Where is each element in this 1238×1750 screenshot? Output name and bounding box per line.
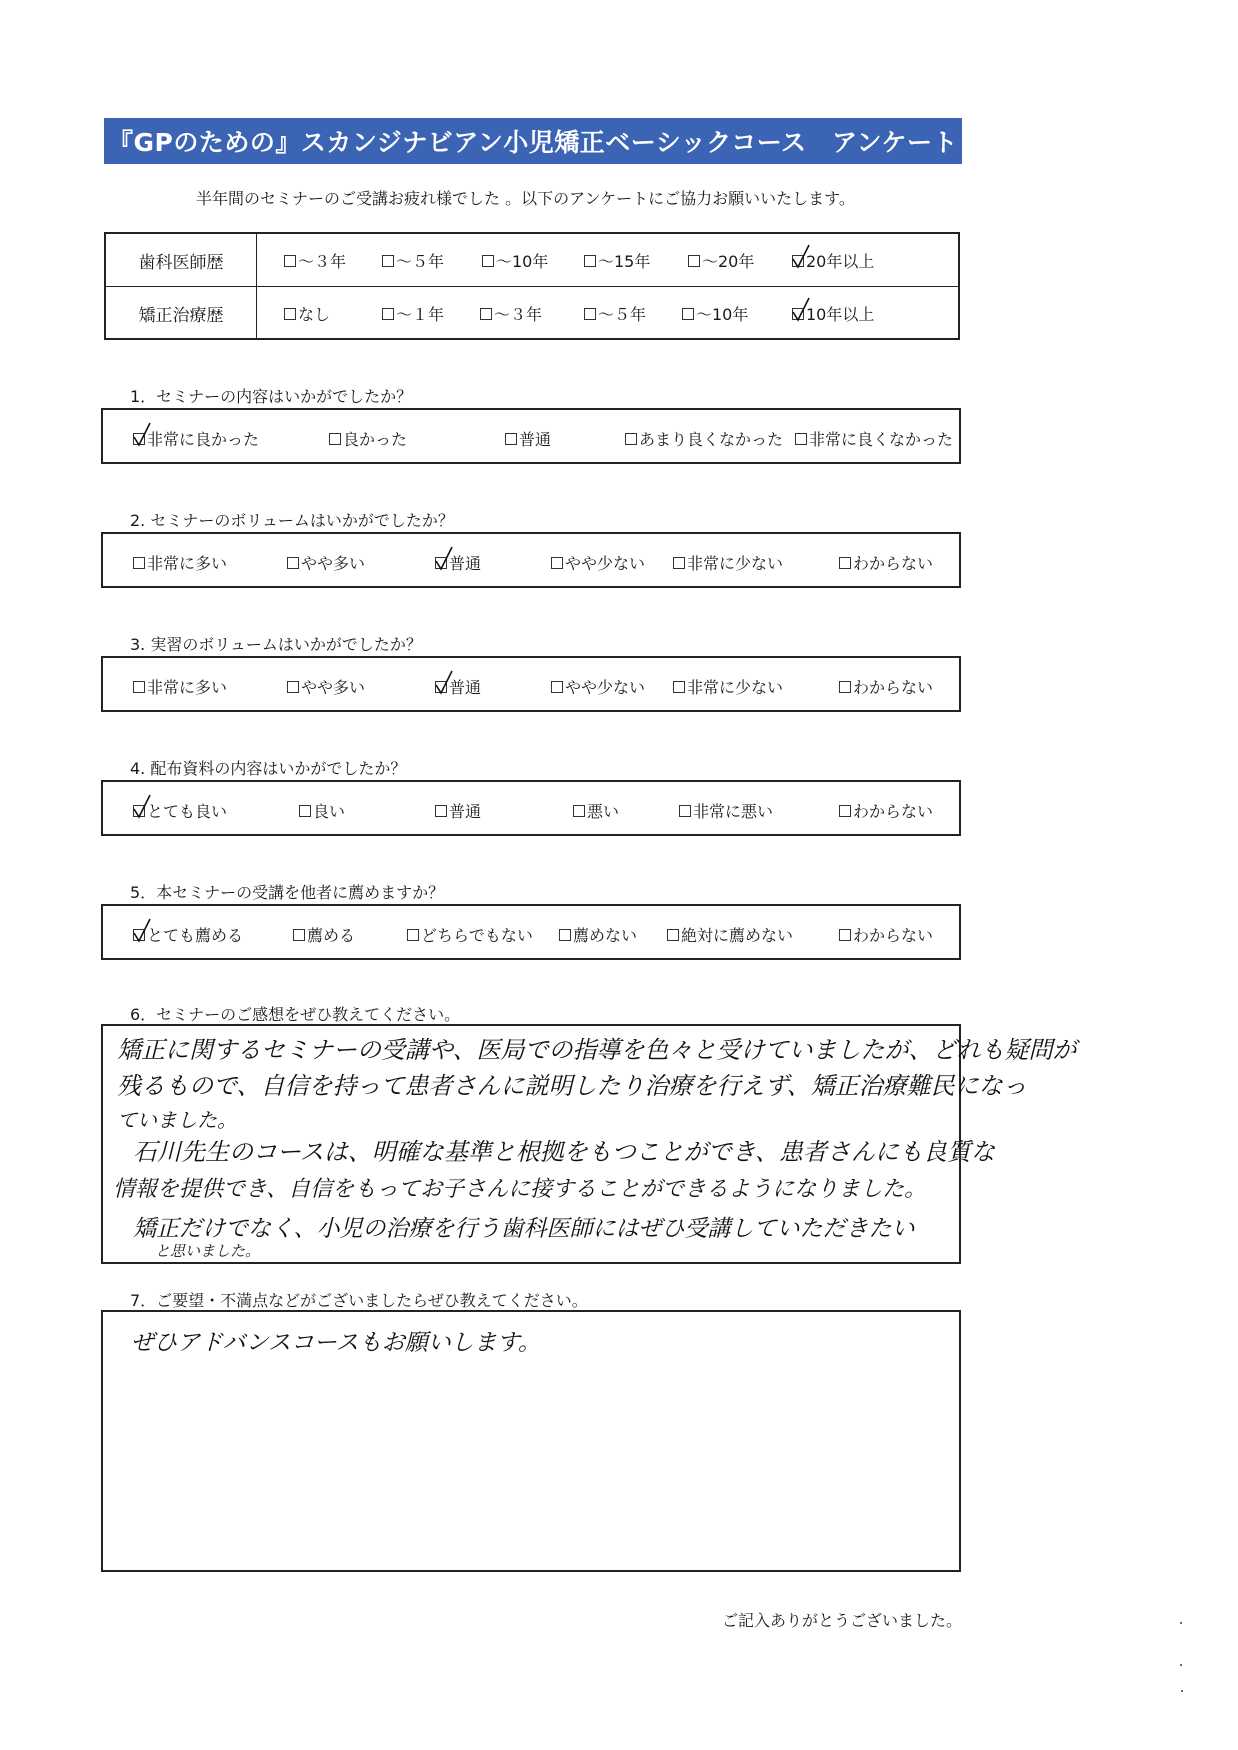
option-2[interactable]	[482, 249, 548, 272]
option-2[interactable]	[505, 427, 551, 450]
checkbox[interactable]	[133, 681, 145, 693]
option-label: とても良い	[147, 802, 228, 821]
question-2-box	[101, 532, 961, 588]
option-label: ～５年	[598, 305, 647, 324]
checkbox[interactable]	[551, 681, 563, 693]
checkbox[interactable]	[382, 255, 394, 267]
checkbox[interactable]	[679, 805, 691, 817]
option-1[interactable]	[329, 427, 407, 450]
option-label: ～10年	[696, 305, 749, 324]
checkbox[interactable]	[667, 929, 679, 941]
question-3-title: 3. 実習のボリュームはいかがでしたか？	[130, 635, 422, 654]
option-label: 非常に良くなかった	[809, 430, 954, 449]
checkbox[interactable]	[839, 681, 851, 693]
option-label: わからない	[853, 802, 934, 821]
checkbox[interactable]	[480, 308, 492, 320]
option-2[interactable]	[407, 923, 533, 946]
handwritten-line: 石川先生のコースは、明確な基準と根拠をもつことができ、患者さんにも良質な	[133, 1138, 995, 1166]
option-3[interactable]	[573, 799, 619, 822]
option-label: やや多い	[301, 554, 366, 573]
experience-table	[104, 232, 960, 340]
option-label: あまり良くなかった	[639, 430, 784, 449]
checkbox[interactable]	[293, 929, 305, 941]
option-4[interactable]	[679, 799, 773, 822]
scan-speck	[1180, 1664, 1182, 1666]
scan-speck	[1180, 1622, 1182, 1624]
option-label: 薦める	[307, 926, 356, 945]
option-label: やや少ない	[565, 678, 646, 697]
checkbox[interactable]	[584, 255, 596, 267]
dentist-experience-row	[106, 234, 958, 287]
checkbox[interactable]	[559, 929, 571, 941]
option-label: ～３年	[494, 305, 543, 324]
question-6-answer-box[interactable]	[101, 1024, 1077, 1264]
checked-checkbox[interactable]	[792, 255, 804, 267]
checkbox[interactable]	[505, 433, 517, 445]
handwritten-line: 情報を提供でき、自信をもってお子さんに接することができるようになりました。	[113, 1177, 927, 1202]
option-0[interactable]	[133, 675, 227, 698]
checkbox[interactable]	[284, 255, 296, 267]
checkbox[interactable]	[673, 557, 685, 569]
option-label: とても薦める	[147, 926, 244, 945]
checkbox[interactable]	[299, 805, 311, 817]
checked-checkbox[interactable]	[435, 681, 447, 693]
option-5[interactable]	[839, 675, 933, 698]
option-3[interactable]	[559, 923, 637, 946]
option-0[interactable]	[133, 551, 227, 574]
option-label: 普通	[519, 430, 552, 449]
option-5[interactable]	[792, 302, 874, 325]
option-label: 非常に少ない	[687, 554, 784, 573]
option-label: 非常に少ない	[687, 678, 784, 697]
checkbox[interactable]	[584, 308, 596, 320]
option-5[interactable]	[792, 249, 874, 272]
checkbox[interactable]	[682, 308, 694, 320]
checkbox[interactable]	[795, 433, 807, 445]
option-label: わからない	[853, 678, 934, 697]
ortho-experience-row	[106, 287, 958, 339]
option-label: 非常に多い	[147, 554, 228, 573]
checked-checkbox[interactable]	[133, 929, 145, 941]
handwritten-line: ぜひアドバンスコースもお願いします。	[131, 1330, 541, 1356]
option-5[interactable]	[839, 923, 933, 946]
checkbox[interactable]	[382, 308, 394, 320]
question-6-title: 6．セミナーのご感想をぜひ教えてください。	[130, 1005, 461, 1024]
dentist-experience-label: 歯科医師歴	[106, 234, 257, 286]
checkbox[interactable]	[551, 557, 563, 569]
checkbox[interactable]	[839, 805, 851, 817]
question-7-title: 7．ご要望・不満点などがございましたらぜひ教えてください。	[130, 1291, 588, 1310]
checkbox[interactable]	[329, 433, 341, 445]
question-2-title: 2. セミナーのボリュームはいかがでしたか？	[130, 511, 454, 530]
option-label: 普通	[449, 678, 482, 697]
option-label: ～10年	[496, 252, 549, 271]
checkbox[interactable]	[573, 805, 585, 817]
thank-you-note: ご記入ありがとうございました。	[722, 1611, 963, 1630]
option-3[interactable]	[584, 302, 646, 325]
option-4[interactable]	[682, 302, 748, 325]
handwritten-line: と思いました。	[155, 1242, 261, 1260]
checkbox[interactable]	[839, 557, 851, 569]
option-0[interactable]	[284, 249, 346, 272]
ortho-experience-label: 矯正治療歴	[106, 287, 257, 339]
option-label: なし	[298, 305, 331, 324]
checkbox[interactable]	[482, 255, 494, 267]
option-label: 悪い	[587, 802, 620, 821]
checkbox[interactable]	[435, 805, 447, 817]
checkbox[interactable]	[688, 255, 700, 267]
question-5-box	[101, 904, 961, 960]
option-label: やや少ない	[565, 554, 646, 573]
option-label: やや多い	[301, 678, 366, 697]
option-label: どちらでもない	[421, 926, 533, 945]
option-label: 良かった	[343, 430, 408, 449]
option-label: ～１年	[396, 305, 445, 324]
option-2[interactable]	[435, 675, 481, 698]
option-4[interactable]	[673, 675, 783, 698]
option-1[interactable]	[287, 675, 365, 698]
checkbox[interactable]	[287, 681, 299, 693]
checkbox[interactable]	[673, 681, 685, 693]
option-1[interactable]	[299, 799, 345, 822]
handwritten-line: ていました。	[117, 1108, 237, 1132]
checkbox[interactable]	[839, 929, 851, 941]
option-2[interactable]	[435, 799, 481, 822]
option-2[interactable]	[435, 551, 481, 574]
option-label: ～３年	[298, 252, 347, 271]
checkbox[interactable]	[133, 557, 145, 569]
option-label: 非常に悪い	[693, 802, 774, 821]
question-4-title: 4. 配布資料の内容はいかがでしたか？	[130, 759, 407, 778]
option-5[interactable]	[839, 551, 933, 574]
question-1-title: 1．セミナーの内容はいかがでしたか？	[130, 387, 413, 406]
option-3[interactable]	[551, 675, 645, 698]
option-4[interactable]	[688, 249, 754, 272]
handwritten-line: 矯正だけでなく、小児の治療を行う歯科医師にはぜひ受講していただきたい	[133, 1216, 915, 1242]
question-5-title: 5．本セミナーの受講を他者に薦めますか？	[130, 883, 445, 902]
option-label: ～５年	[396, 252, 445, 271]
option-4[interactable]	[795, 427, 953, 450]
option-label: 薦めない	[573, 926, 638, 945]
option-4[interactable]	[673, 551, 783, 574]
checked-checkbox[interactable]	[435, 557, 447, 569]
option-1[interactable]	[293, 923, 355, 946]
option-label: 非常に良かった	[147, 430, 260, 449]
option-3[interactable]	[551, 551, 645, 574]
option-label: 非常に多い	[147, 678, 228, 697]
option-label: 普通	[449, 554, 482, 573]
checked-checkbox[interactable]	[133, 433, 145, 445]
scan-speck	[1181, 1690, 1183, 1692]
survey-title: 『GPのための』スカンジナビアン小児矯正ベーシックコース アンケート	[104, 118, 962, 164]
checked-checkbox[interactable]	[133, 805, 145, 817]
question-1-box	[101, 408, 961, 464]
option-1[interactable]	[382, 249, 444, 272]
intro-text: 半年間のセミナーのご受講お疲れ様でした 。以下のアンケートにご協力お願いいたします。	[196, 189, 855, 208]
option-0[interactable]	[133, 427, 259, 450]
option-label: わからない	[853, 926, 934, 945]
option-label: 20年以上	[806, 252, 875, 271]
checkbox[interactable]	[407, 929, 419, 941]
handwritten-line: 残るもので、自信を持って患者さんに説明したり治療を行えず、矯正治療難民になっ	[117, 1072, 1027, 1100]
option-label: 10年以上	[806, 305, 875, 324]
option-3[interactable]	[584, 249, 650, 272]
handwritten-line: 矯正に関するセミナーの受講や、医局での指導を色々と受けていましたが、どれも疑問が	[117, 1036, 1077, 1064]
option-0[interactable]	[284, 302, 330, 325]
option-0[interactable]	[133, 923, 243, 946]
option-1[interactable]	[382, 302, 444, 325]
option-1[interactable]	[287, 551, 365, 574]
option-label: 絶対に薦めない	[681, 926, 794, 945]
checkbox[interactable]	[284, 308, 296, 320]
option-label: 普通	[449, 802, 482, 821]
checkbox[interactable]	[287, 557, 299, 569]
option-label: 良い	[313, 802, 346, 821]
checked-checkbox[interactable]	[792, 308, 804, 320]
option-3[interactable]	[625, 427, 783, 450]
option-label: ～15年	[598, 252, 651, 271]
question-4-box	[101, 780, 961, 836]
option-label: わからない	[853, 554, 934, 573]
question-7-answer-box[interactable]	[101, 1310, 961, 1572]
option-0[interactable]	[133, 799, 227, 822]
option-4[interactable]	[667, 923, 793, 946]
option-2[interactable]	[480, 302, 542, 325]
checkbox[interactable]	[625, 433, 637, 445]
question-3-box	[101, 656, 961, 712]
option-5[interactable]	[839, 799, 933, 822]
option-label: ～20年	[702, 252, 755, 271]
